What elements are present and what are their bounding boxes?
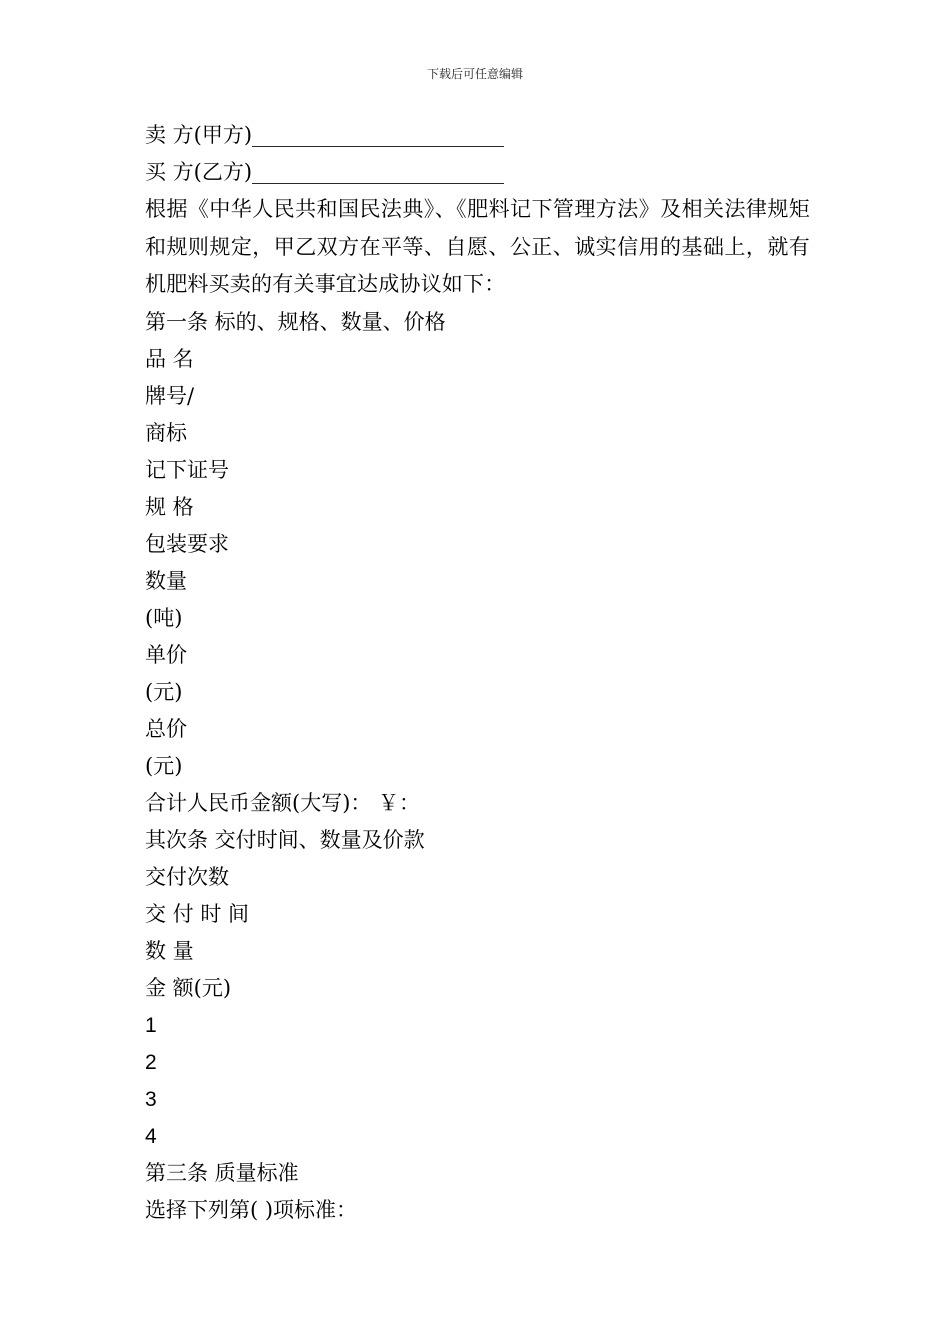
table-header-unit-price: 单价 (145, 642, 187, 667)
section-1-title: 第一条 标的、规格、数量、价格 (145, 309, 446, 334)
page-header: 下载后可任意编辑 (426, 67, 523, 81)
delivery-header-amount: 金 额(元) (145, 975, 232, 1000)
delivery-header-time: 交 付 时 间 (145, 901, 250, 926)
seller-line: 卖 方(甲方)________________________ (145, 123, 505, 147)
table-header-trademark: 商标 (145, 420, 187, 445)
table-header-registration-no: 记下证号 (145, 457, 229, 482)
table-header-unit-price-unit: (元) (145, 679, 183, 704)
total-amount-line: 合计人民币金额(大写)： ￥： (145, 790, 421, 815)
section-3-title: 第三条 质量标准 (145, 1160, 299, 1185)
table-header-quantity-unit: (吨) (145, 605, 183, 630)
table-header-total-price: 总价 (145, 716, 187, 741)
buyer-line: 买 方(乙方)________________________ (145, 160, 505, 184)
table-header-packaging: 包装要求 (145, 531, 229, 556)
delivery-row-number: 2 (145, 1050, 157, 1074)
intro-paragraph: 根据《中华人民共和国民法典》、《肥料记下管理方法》及相关法律规矩和规则规定，甲乙双方在平等、自愿、公正、诚实信用的基础上，就有机肥料买卖的有关事宜达成协议如下： (145, 197, 810, 296)
table-header-brand: 牌号/ (145, 383, 195, 408)
document-body (145, 117, 810, 1229)
table-header-quantity: 数量 (145, 568, 187, 593)
table-header-product-name: 品 名 (145, 346, 194, 371)
table-header-spec: 规 格 (145, 494, 194, 519)
delivery-row-number: 4 (145, 1124, 157, 1148)
delivery-row-number: 1 (145, 1013, 157, 1037)
section-2-title: 其次条 交付时间、数量及价款 (145, 827, 425, 852)
standard-selection-line: 选择下列第( )项标准： (145, 1197, 358, 1222)
delivery-header-quantity: 数 量 (145, 938, 194, 963)
table-header-total-price-unit: (元) (145, 753, 183, 778)
delivery-row-number: 3 (145, 1087, 157, 1111)
delivery-header-count: 交付次数 (145, 864, 229, 889)
